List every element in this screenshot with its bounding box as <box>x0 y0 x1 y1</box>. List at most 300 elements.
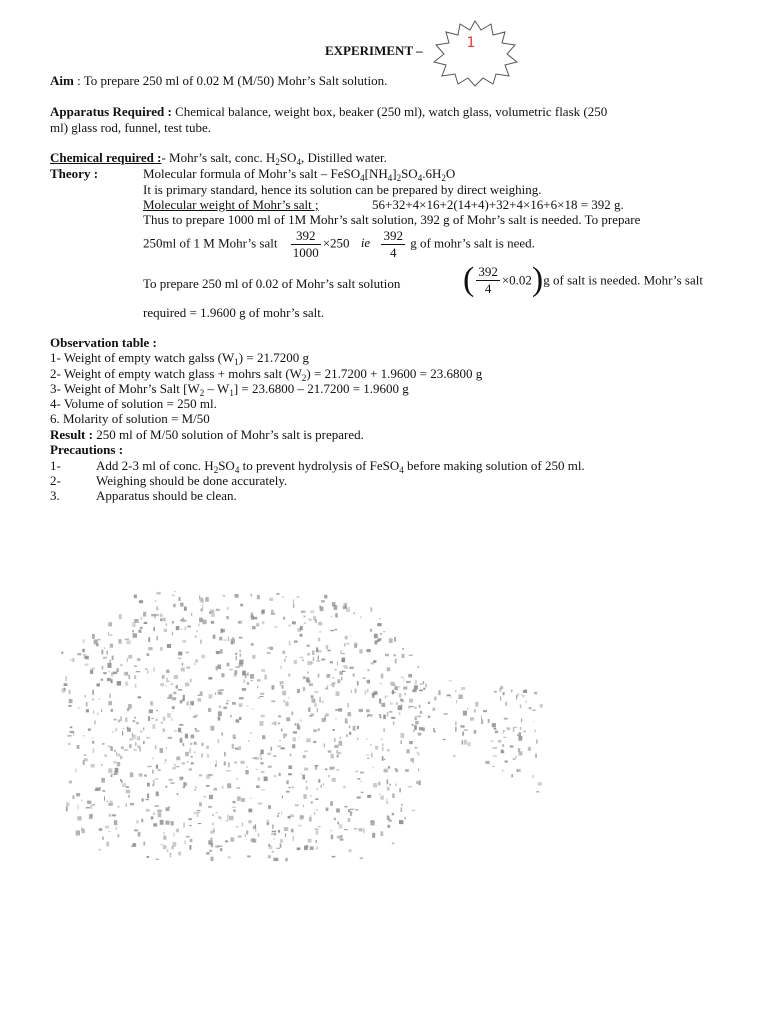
precaution-text: Add 2-3 ml of conc. H <box>96 458 214 473</box>
scatter-speck <box>194 663 195 665</box>
scatter-speck <box>474 709 476 712</box>
scatter-speck <box>182 762 185 764</box>
scatter-speck <box>271 747 272 751</box>
scatter-speck <box>275 626 277 628</box>
scatter-speck <box>195 786 197 788</box>
scatter-speck <box>251 613 253 618</box>
scatter-speck <box>373 660 376 663</box>
scatter-speck <box>357 681 359 685</box>
scatter-speck <box>278 715 281 717</box>
scatter-speck <box>244 679 245 683</box>
formula-text: SO <box>401 166 418 181</box>
scatter-speck <box>281 681 283 684</box>
scatter-speck <box>110 801 113 803</box>
scatter-speck <box>304 768 308 771</box>
scatter-speck <box>120 664 122 665</box>
scatter-speck <box>171 821 174 825</box>
scatter-speck <box>318 728 320 731</box>
scatter-speck <box>236 778 238 780</box>
scatter-speck <box>101 709 102 712</box>
scatter-speck <box>93 804 95 806</box>
scatter-speck <box>201 655 205 659</box>
subscript: 4 <box>399 465 404 475</box>
scatter-speck <box>174 766 178 767</box>
scatter-speck <box>395 784 397 786</box>
scatter-speck <box>176 829 179 833</box>
scatter-speck <box>93 748 95 753</box>
scatter-speck <box>195 730 199 732</box>
scatter-speck <box>165 821 169 825</box>
scatter-speck <box>190 845 192 850</box>
scatter-speck <box>158 812 162 817</box>
scatter-speck <box>111 709 113 712</box>
scatter-speck <box>194 789 196 791</box>
scatter-speck <box>433 728 435 732</box>
scatter-speck <box>518 732 521 736</box>
subscript: 4 <box>387 173 393 183</box>
formula-text: O <box>445 166 456 181</box>
scatter-speck <box>141 617 143 619</box>
scatter-speck <box>173 711 174 712</box>
experiment-title: EXPERIMENT – <box>325 43 423 58</box>
scatter-speck <box>318 826 321 827</box>
scatter-speck <box>538 782 542 786</box>
scatter-speck <box>273 755 276 757</box>
scatter-speck <box>284 659 286 662</box>
scatter-speck <box>69 690 71 694</box>
scatter-speck <box>108 768 112 773</box>
scatter-speck <box>151 816 154 819</box>
scatter-speck <box>109 814 111 817</box>
scatter-speck <box>126 803 127 807</box>
scatter-speck <box>99 828 103 831</box>
scatter-speck <box>503 730 505 732</box>
scatter-speck <box>216 760 217 765</box>
scatter-speck <box>122 783 126 787</box>
scatter-speck <box>313 741 316 743</box>
scatter-speck <box>166 678 167 683</box>
fraction-denominator: 4 <box>389 245 397 260</box>
scatter-speck <box>384 769 388 773</box>
scatter-speck <box>148 716 150 721</box>
chemicals-text: - Mohr’s salt, conc. H <box>161 150 276 165</box>
scatter-speck <box>330 661 333 664</box>
scatter-speck <box>406 681 411 683</box>
scatter-speck <box>291 829 294 833</box>
scatter-speck <box>318 638 320 642</box>
scatter-speck <box>128 675 130 679</box>
scatter-speck <box>220 649 223 654</box>
precaution-number: 1- <box>50 458 61 473</box>
scatter-speck <box>330 754 334 759</box>
scatter-speck <box>348 809 350 812</box>
scatter-speck <box>169 779 173 781</box>
scatter-speck <box>297 628 301 632</box>
scatter-speck <box>135 684 137 688</box>
scatter-speck <box>306 738 310 742</box>
scatter-speck <box>218 665 222 670</box>
scatter-speck <box>272 831 276 833</box>
scatter-speck <box>481 716 482 720</box>
scatter-speck <box>236 719 240 722</box>
scatter-speck <box>90 804 92 809</box>
apparatus-label: Apparatus Required : <box>50 104 172 119</box>
scatter-speck <box>233 809 236 812</box>
scatter-speck <box>68 735 72 737</box>
scatter-speck <box>133 720 136 722</box>
scatter-speck <box>65 676 67 681</box>
aim-label: Aim <box>50 73 74 88</box>
scatter-speck <box>505 702 507 706</box>
scatter-speck <box>335 669 337 670</box>
scatter-speck <box>226 703 228 705</box>
scatter-speck <box>289 641 291 646</box>
scatter-speck <box>267 822 269 825</box>
scatter-speck <box>172 697 176 700</box>
scatter-speck <box>317 789 319 790</box>
scatter-speck <box>149 709 153 713</box>
scatter-speck <box>295 724 298 725</box>
scatter-speck <box>272 825 274 829</box>
scatter-speck <box>99 787 101 790</box>
scatter-speck <box>188 818 192 820</box>
scatter-speck <box>322 701 324 703</box>
scatter-speck <box>179 597 181 601</box>
scatter-speck <box>316 830 319 835</box>
scatter-speck <box>517 693 519 697</box>
scatter-speck <box>221 629 223 633</box>
scatter-speck <box>251 643 254 645</box>
scatter-speck <box>367 795 371 798</box>
scatter-speck <box>338 752 342 755</box>
scatter-speck <box>288 674 290 677</box>
scatter-speck <box>180 777 183 780</box>
scatter-speck <box>212 814 213 816</box>
scatter-speck <box>103 657 107 659</box>
fraction-denominator: 4 <box>484 280 492 296</box>
scatter-speck <box>377 623 381 626</box>
scatter-speck <box>199 618 203 623</box>
scatter-speck <box>316 647 318 652</box>
scatter-speck <box>239 650 241 652</box>
scatter-speck <box>84 755 87 756</box>
scatter-speck <box>160 683 164 686</box>
scatter-speck <box>133 633 137 638</box>
scatter-speck <box>239 660 243 665</box>
scatter-speck <box>247 682 249 685</box>
scatter-speck <box>134 595 137 599</box>
scatter-speck <box>70 659 72 660</box>
molecular-weight-calc: 56+32+4×16+2(14+4)+32+4×16+6×18 = 392 g. <box>372 197 624 212</box>
scatter-speck <box>253 839 257 843</box>
scatter-speck <box>182 663 183 666</box>
scatter-speck <box>108 678 111 679</box>
molecular-formula-line <box>143 166 455 181</box>
scatter-speck <box>186 701 189 705</box>
scatter-speck <box>228 856 231 858</box>
paren-open: ( <box>463 261 475 298</box>
scatter-speck <box>168 681 169 682</box>
scatter-speck <box>101 764 102 766</box>
scatter-speck <box>344 667 348 669</box>
scatter-speck <box>346 735 348 737</box>
scatter-speck <box>343 786 345 789</box>
scatter-speck <box>200 640 202 644</box>
scatter-speck <box>251 680 254 681</box>
scatter-speck <box>403 687 407 690</box>
scatter-speck <box>123 728 124 730</box>
scatter-speck <box>255 824 256 828</box>
scatter-speck <box>92 668 95 670</box>
scatter-speck <box>256 623 259 626</box>
scatter-speck <box>416 781 418 784</box>
scatter-speck <box>173 842 177 847</box>
scatter-speck <box>342 658 345 663</box>
scatter-speck <box>379 618 380 619</box>
scatter-speck <box>464 740 467 745</box>
scatter-speck <box>338 708 342 711</box>
scatter-speck <box>419 705 421 708</box>
scatter-speck <box>306 845 308 848</box>
scatter-speck <box>366 709 370 712</box>
scatter-speck <box>92 690 94 695</box>
scatter-speck <box>195 636 196 638</box>
scatter-speck <box>132 630 134 632</box>
scatter-speck <box>355 771 358 773</box>
formula-text: [NH <box>364 166 388 181</box>
scatter-speck <box>379 714 381 718</box>
ie-text: ie <box>360 235 371 251</box>
scatter-speck <box>370 744 372 746</box>
scatter-speck <box>291 712 293 716</box>
scatter-speck <box>237 796 241 801</box>
scatter-speck <box>155 778 158 779</box>
scatter-speck <box>409 699 413 703</box>
scatter-speck <box>142 798 144 801</box>
scatter-speck <box>389 638 393 643</box>
scatter-speck <box>250 798 252 799</box>
scatter-speck <box>239 717 241 720</box>
scatter-speck <box>370 629 372 632</box>
scatter-speck <box>156 636 158 641</box>
scatter-speck <box>333 677 334 679</box>
scatter-speck <box>513 758 516 760</box>
scatter-speck <box>124 749 128 750</box>
scatter-speck <box>294 640 298 642</box>
scatter-speck <box>106 842 109 847</box>
scatter-speck <box>328 750 332 752</box>
scatter-speck <box>387 816 390 820</box>
scatter-speck <box>132 735 135 740</box>
scatter-speck <box>186 652 189 654</box>
scatter-speck <box>303 676 306 679</box>
scatter-speck <box>206 746 209 749</box>
scatter-speck <box>394 637 396 641</box>
scatter-speck <box>359 649 362 653</box>
scatter-speck <box>153 780 155 785</box>
scatter-speck <box>415 680 417 685</box>
scatter-speck <box>261 715 265 718</box>
scatter-speck <box>331 616 332 617</box>
scatter-speck <box>415 716 417 720</box>
scatter-speck <box>349 725 351 728</box>
scatter-speck <box>438 690 440 695</box>
scatter-speck <box>76 831 80 836</box>
scatter-speck <box>261 758 262 760</box>
scatter-speck <box>108 632 109 636</box>
scatter-speck <box>68 705 71 707</box>
scatter-speck <box>375 746 378 750</box>
scatter-speck <box>316 809 318 811</box>
scatter-speck <box>516 769 518 772</box>
scatter-speck <box>108 803 113 806</box>
scatter-speck <box>128 795 130 798</box>
scatter-speck <box>342 653 345 654</box>
scatter-speck <box>311 801 313 804</box>
scatter-speck <box>401 804 402 807</box>
scatter-speck <box>161 844 164 845</box>
scatter-speck <box>83 639 85 643</box>
scatter-speck <box>370 820 374 822</box>
scatter-speck <box>521 718 522 722</box>
scatter-speck <box>262 735 265 739</box>
scatter-speck <box>246 766 247 768</box>
scatter-speck <box>401 733 405 738</box>
scatter-speck <box>187 667 191 669</box>
scatter-speck <box>232 637 235 640</box>
scatter-speck <box>443 739 446 740</box>
scatter-speck <box>247 705 249 706</box>
scatter-speck <box>267 647 270 649</box>
scatter-speck <box>392 690 394 695</box>
scatter-speck <box>400 699 403 701</box>
scatter-speck <box>365 690 367 695</box>
scatter-speck <box>386 802 389 804</box>
scatter-speck <box>236 656 237 661</box>
scatter-speck <box>401 808 403 812</box>
scatter-speck <box>381 796 384 800</box>
scatter-speck <box>239 637 243 639</box>
scatter-speck <box>170 854 172 858</box>
scatter-speck <box>283 700 285 702</box>
scatter-speck <box>144 622 148 624</box>
scatter-speck <box>314 812 315 815</box>
scatter-speck <box>69 781 72 784</box>
scatter-speck <box>99 849 101 851</box>
scatter-speck <box>264 777 268 782</box>
theory-label: Theory : <box>50 166 99 181</box>
scatter-speck <box>163 717 165 721</box>
scatter-speck <box>147 783 150 787</box>
scatter-speck <box>355 809 358 811</box>
scatter-speck <box>357 726 359 729</box>
fraction-numerator: 392 <box>478 263 498 279</box>
scatter-speck <box>168 806 170 808</box>
scatter-speck <box>492 766 495 767</box>
scatter-speck <box>209 795 213 799</box>
scatter-speck <box>170 782 174 783</box>
scatter-speck <box>252 626 256 629</box>
scatter-speck <box>389 784 391 786</box>
scatter-speck <box>227 607 229 609</box>
scatter-speck <box>417 752 419 754</box>
scatter-speck <box>418 781 420 786</box>
scatter-speck <box>340 838 344 840</box>
scatter-speck <box>344 644 345 647</box>
scatter-speck <box>239 703 243 707</box>
scatter-speck <box>118 834 120 837</box>
required-line: required = 1.9600 g of mohr’s salt. <box>143 305 325 320</box>
scatter-speck <box>283 651 286 654</box>
scatter-speck <box>77 816 81 820</box>
scatter-speck <box>238 746 241 750</box>
scatter-speck <box>166 670 169 673</box>
scatter-speck <box>184 627 186 631</box>
prep-line-2-text: To prepare 250 ml of 0.02 of Mohr’s salt solution <box>143 276 401 291</box>
scatter-speck <box>126 790 131 794</box>
scatter-speck <box>119 614 122 619</box>
scatter-speck <box>383 631 386 632</box>
scatter-speck <box>297 689 300 693</box>
scatter-speck <box>344 829 348 830</box>
scatter-speck <box>93 711 94 714</box>
scatter-speck <box>101 778 105 783</box>
scatter-speck <box>433 708 436 711</box>
scatter-speck <box>399 820 403 824</box>
scatter-speck <box>102 790 105 792</box>
scatter-speck <box>303 755 306 758</box>
formula-text: Molecular formula of Mohr’s salt – FeSO <box>143 166 361 181</box>
scatter-speck <box>154 667 155 671</box>
scatter-speck <box>174 675 178 679</box>
scatter-speck <box>281 811 282 815</box>
scatter-speck <box>160 820 164 825</box>
scatter-speck <box>117 762 120 766</box>
scatter-speck <box>163 836 166 840</box>
scatter-speck <box>235 748 239 750</box>
scatter-speck <box>321 659 325 661</box>
scatter-speck <box>228 762 230 767</box>
scatter-speck <box>125 682 128 686</box>
scatter-speck <box>139 630 142 633</box>
scatter-speck <box>127 727 129 730</box>
scatter-speck <box>240 604 243 607</box>
scatter-speck <box>464 729 468 731</box>
scatter-speck <box>332 682 336 685</box>
scatter-speck <box>117 681 121 686</box>
observation-row-4: 4- Volume of solution = 250 ml. <box>50 396 217 411</box>
scatter-speck <box>166 747 167 749</box>
scatter-speck <box>304 622 306 624</box>
scatter-speck <box>467 708 468 710</box>
scatter-speck <box>97 712 98 715</box>
scatter-speck <box>283 734 287 737</box>
precaution-number: 2- <box>50 473 61 488</box>
scatter-speck <box>351 812 353 815</box>
scatter-speck <box>434 697 437 701</box>
scatter-speck <box>336 691 340 696</box>
scatter-speck <box>374 634 378 639</box>
subscript: 4 <box>360 173 365 183</box>
scatter-speck <box>211 726 215 731</box>
scatter-speck <box>392 813 394 815</box>
scatter-speck <box>295 804 299 806</box>
scatter-speck <box>389 820 393 822</box>
scatter-speck <box>423 681 424 684</box>
prep-line-2-expression <box>463 263 703 297</box>
scatter-speck <box>190 706 191 710</box>
scatter-speck <box>236 787 240 789</box>
